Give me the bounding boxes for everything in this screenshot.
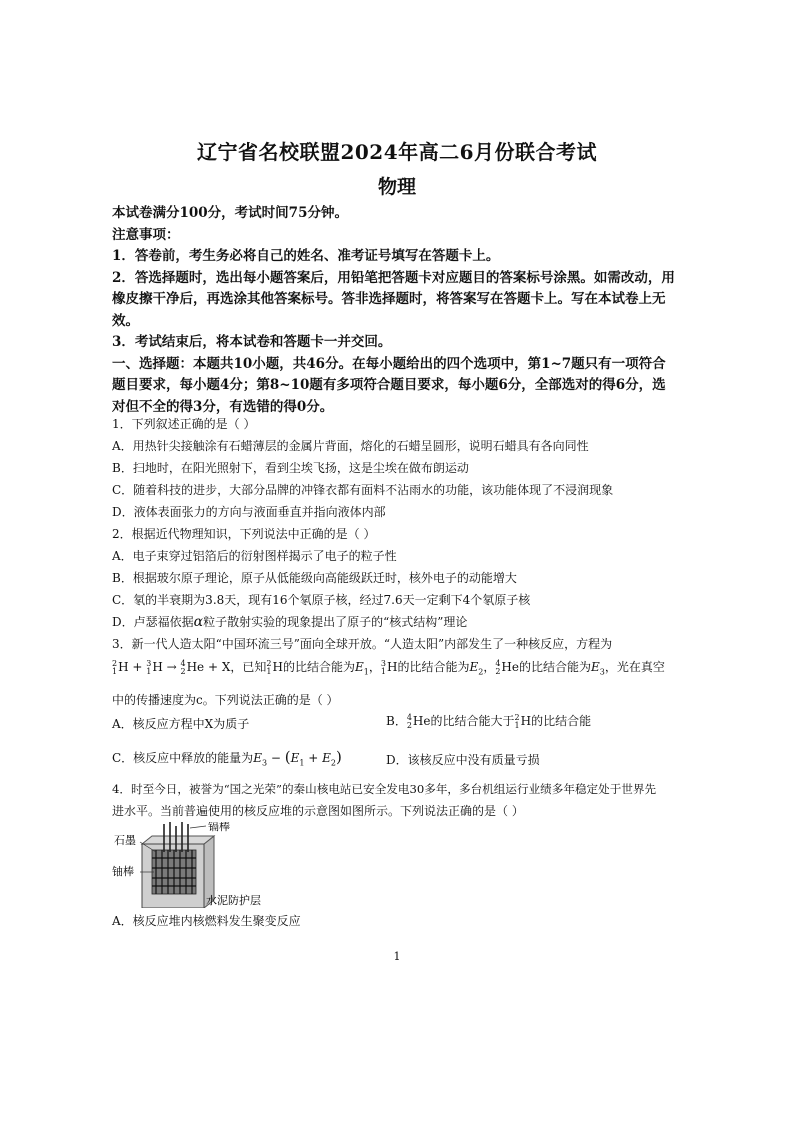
q1-option-d: D．液体表面张力的方向与液面垂直并指向液体内部 — [112, 505, 386, 519]
q2-stem: 2．根据近代物理知识，下列说法中正确的是（ ） — [112, 527, 376, 541]
q2-option-c: C．氡的半衰期为3.8天，现有16个氡原子核，经过7.6天一定剩下4个氡原子核 — [112, 593, 531, 607]
notice-item: 1．答卷前，考生务必将自己的姓名、准考证号填写在答题卡上。 — [112, 248, 500, 264]
section-heading: 一、选择题：本题共10小题，共46分。在每小题给出的四个选项中，第1~7题只有一项符合 — [112, 355, 666, 372]
subject-title: 物理 — [377, 176, 416, 198]
q2-option-d: D．卢瑟福依据α粒子散射实验的现象提出了原子的“核式结构”理论 — [112, 614, 468, 630]
notice-item: 3．考试结束后，将本试卷和答题卡一并交回。 — [112, 334, 392, 350]
q1-option-a: A．用热针尖接触涂有石蜡薄层的金属片背面，熔化的石蜡呈圆形，说明石蜡具有各向同性 — [112, 439, 589, 453]
q3-option-a: A．核反应方程中X为质子 — [112, 717, 250, 731]
question-4 — [112, 778, 684, 822]
section-heading: 题目要求，每小题4分；第8~10题有多项符合题目要求，每小题6分，全部选对的得6分，选 — [112, 377, 666, 393]
q3-option-c: C．核反应中释放的能量为$E_3 - (E_1 + E_2)$ — [112, 748, 342, 768]
q4-stem: 4．时至今日，被誉为“国之光荣”的秦山核电站已安全发电30多年，多台机组运行业绩多年稳定处于世界先 — [112, 782, 657, 796]
q3-option-d: D．该核反应中没有质量亏损 — [386, 753, 540, 767]
exam-title: 辽宁省名校联盟2024年高二6月份联合考试 — [196, 140, 598, 164]
label-cadmium-rod: 镉棒 — [208, 822, 230, 833]
q2-option-b: B．根据玻尔原子理论，原子从低能级向高能级跃迁时，核外电子的动能增大 — [112, 571, 517, 585]
q1-option-b: B．扫地时，在阳光照射下，看到尘埃飞扬，这是尘埃在做布朗运动 — [112, 461, 469, 475]
label-concrete: 水泥防护层 — [206, 894, 261, 907]
q3-stem: 3．新一代人造太阳“中国环流三号”面向全球开放。“人造太阳”内部发生了一种核反应，方程为 — [112, 637, 613, 651]
instructions — [112, 203, 684, 418]
q2-option-a: A．电子束穿过铝箔后的衍射图样揭示了电子的粒子性 — [112, 549, 397, 563]
reactor-figure — [112, 822, 292, 908]
notice-title: 注意事项： — [112, 226, 180, 243]
notice-item: 橡皮擦干净后，再选涂其他答案标号。答非选择题时，将答案写在答题卡上。写在本试卷上无 — [112, 291, 666, 307]
q4-option-a: A．核反应堆内核燃料发生聚变反应 — [112, 914, 301, 928]
q1-option-c: C．随着科技的进步，大部分品牌的冲锋衣都有面料不沾雨水的功能，该功能体现了不浸润现象 — [112, 483, 614, 497]
section-heading: 对但不全的得3分，有选错的得0分。 — [112, 398, 334, 415]
q3-line3: 中的传播速度为c。下列说法正确的是（ ） — [112, 693, 339, 708]
q3-equation-line: 2 1 H + 3 1 H → 4 2 He + X，已知 2 1 H的比结合能为$E_1$， 3 1 H的比结合能为$E_2$， 4 2 He的比结合能为$E_3$，光在真空 中的传播速度为c。下列说法正确的是（ ） — [112, 655, 684, 712]
label-uranium-rod: 铀棒 — [112, 865, 134, 878]
page-number: 1 — [393, 950, 401, 963]
questions-1-2 — [112, 413, 684, 655]
q4-stem: 进水平。当前普遍使用的核反应堆的示意图如图所示。下列说法正确的是（ ） — [112, 804, 524, 818]
label-graphite: 石墨 — [114, 834, 136, 847]
q1-stem: 1．下列叙述正确的是（ ） — [112, 417, 256, 431]
notice-item: 2．答选择题时，选出每小题答案后，用铅笔把答题卡对应题目的答案标号涂黑。如需改动，用 — [112, 269, 675, 286]
score-time: 本试卷满分100分，考试时间75分钟。 — [112, 205, 348, 221]
reactor-diagram — [112, 822, 292, 908]
notice-item: 效。 — [112, 312, 139, 329]
q3-option-b: B． 4 2 He的比结合能大于 2 1 H的比结合能 — [386, 712, 592, 730]
